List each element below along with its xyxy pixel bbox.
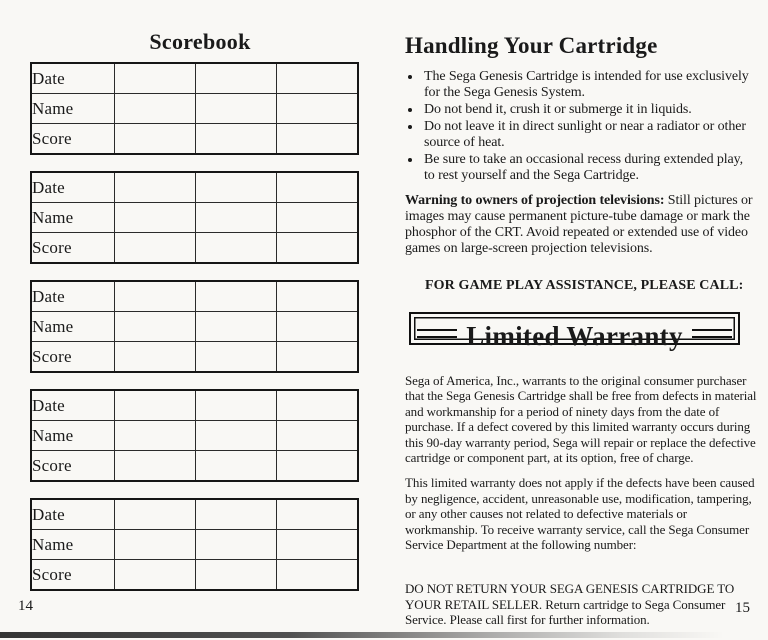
table-row-score	[31, 124, 358, 155]
entry-cell	[196, 390, 277, 421]
entry-cell	[277, 124, 359, 155]
entry-cell	[196, 451, 277, 482]
warning-text: Still pictures or images may cause permanent picture-tube damage or mark the phosphor of the CRT. Avoid repeated or extended use of video games on large-screen projection televisions.	[405, 193, 753, 256]
entry-cell	[277, 451, 359, 482]
table-row-name	[31, 421, 358, 451]
bullet-item: • Do not leave it in direct sunlight or near a radiator or other source of heat.	[422, 119, 757, 151]
table-row-date	[31, 390, 358, 421]
entry-cell	[196, 94, 277, 124]
bullet-item: • Be sure to take an occasional recess during extended play, to rest yourself and the Sega Cartridge.	[422, 152, 757, 184]
handling-title: Handling Your Cartridge	[405, 33, 658, 58]
table-row-score	[31, 342, 358, 373]
manual-page-left	[0, 0, 383, 640]
scorebook-table-2	[30, 171, 359, 264]
entry-cell	[115, 312, 196, 342]
entry-cell	[196, 63, 277, 94]
entry-cell	[196, 342, 277, 373]
entry-cell	[277, 94, 359, 124]
double-rule-left	[417, 329, 457, 338]
entry-cell	[277, 281, 359, 312]
page-number-left: 14	[18, 598, 33, 614]
entry-cell	[196, 530, 277, 560]
row-label-name: Name	[31, 94, 115, 124]
row-label-date: Date	[31, 390, 115, 421]
scorebook-table-1	[30, 62, 359, 155]
entry-cell	[196, 203, 277, 233]
scan-page-edge-shadow	[0, 632, 724, 638]
entry-cell	[277, 390, 359, 421]
entry-cell	[115, 421, 196, 451]
entry-cell	[115, 560, 196, 591]
entry-cell	[277, 530, 359, 560]
limited-warranty-title-row	[417, 319, 732, 351]
row-label-score: Score	[31, 560, 115, 591]
entry-cell	[196, 124, 277, 155]
entry-cell	[277, 342, 359, 373]
warranty-paragraph-2: This limited warranty does not apply if the defects have been caused by negligence, accident, unreasonable use, modification, tampering, or any other causes not related to defective materials or workmanship. To receive warranty service, call the Sega Consumer Service Department at the following number:	[405, 475, 755, 553]
limited-warranty-banner	[409, 312, 740, 356]
row-label-name: Name	[31, 421, 115, 451]
entry-cell	[277, 203, 359, 233]
entry-cell	[196, 172, 277, 203]
row-label-date: Date	[31, 281, 115, 312]
game-play-assistance-line: FOR GAME PLAY ASSISTANCE, PLEASE CALL:	[425, 278, 744, 293]
table-row-date	[31, 281, 358, 312]
table-row-date	[31, 172, 358, 203]
table-row-name	[31, 94, 358, 124]
entry-cell	[115, 281, 196, 312]
entry-cell	[196, 312, 277, 342]
row-label-score: Score	[31, 233, 115, 264]
entry-cell	[277, 312, 359, 342]
table-row-date	[31, 63, 358, 94]
limited-warranty-title: Limited Warranty	[466, 321, 683, 351]
entry-cell	[196, 281, 277, 312]
warranty-paragraph-1: Sega of America, Inc., warrants to the original consumer purchaser that the Sega Genesis Cartridge shall be free from defects in material and workmanship for a period of ninety days from the date of purchase. If a defect covered by this limited warranty occurs during this 90-day warranty period, Sega will repair or replace the defective cartridge or component part, at its option, free of charge.	[405, 373, 757, 466]
table-row-name	[31, 203, 358, 233]
entry-cell	[115, 530, 196, 560]
entry-cell	[196, 421, 277, 451]
warning-lead: Warning to owners of projection televisions:	[405, 193, 665, 208]
row-label-score: Score	[31, 124, 115, 155]
bullet-item: • Do not bend it, crush it or submerge it in liquids.	[422, 102, 757, 118]
table-row-name	[31, 312, 358, 342]
entry-cell	[115, 451, 196, 482]
entry-cell	[277, 233, 359, 264]
row-label-name: Name	[31, 530, 115, 560]
entry-cell	[115, 342, 196, 373]
entry-cell	[115, 94, 196, 124]
entry-cell	[115, 172, 196, 203]
table-row-name	[31, 530, 358, 560]
entry-cell	[115, 390, 196, 421]
entry-cell	[115, 124, 196, 155]
entry-cell	[115, 499, 196, 530]
scorebook-table-3	[30, 280, 359, 373]
table-row-score	[31, 233, 358, 264]
row-label-date: Date	[31, 499, 115, 530]
entry-cell	[277, 499, 359, 530]
warranty-paragraph-3: DO NOT RETURN YOUR SEGA GENESIS CARTRIDGE TO YOUR RETAIL SELLER. Return cartridge to Sega Consumer Service. Please call first for further information.	[405, 581, 735, 628]
scorebook-title: Scorebook	[149, 29, 251, 54]
handling-bullet-list	[405, 69, 757, 184]
bullet-item: • The Sega Genesis Cartridge is intended for use exclusively for the Sega Genesis System.	[422, 69, 757, 101]
entry-cell	[277, 421, 359, 451]
table-row-date	[31, 499, 358, 530]
entry-cell	[196, 499, 277, 530]
row-label-score: Score	[31, 342, 115, 373]
manual-page-right	[405, 0, 757, 628]
row-label-date: Date	[31, 172, 115, 203]
entry-cell	[277, 172, 359, 203]
row-label-date: Date	[31, 63, 115, 94]
entry-cell	[196, 233, 277, 264]
table-row-score	[31, 560, 358, 591]
scorebook-table-4	[30, 389, 359, 482]
projection-tv-warning	[405, 193, 757, 257]
page-number-right: 15	[735, 600, 750, 616]
entry-cell	[196, 560, 277, 591]
scorebook-table-5	[30, 498, 359, 591]
entry-cell	[115, 63, 196, 94]
entry-cell	[277, 560, 359, 591]
table-row-score	[31, 451, 358, 482]
entry-cell	[277, 63, 359, 94]
entry-cell	[115, 233, 196, 264]
entry-cell	[115, 203, 196, 233]
row-label-name: Name	[31, 312, 115, 342]
row-label-name: Name	[31, 203, 115, 233]
row-label-score: Score	[31, 451, 115, 482]
double-rule-right	[692, 329, 732, 338]
